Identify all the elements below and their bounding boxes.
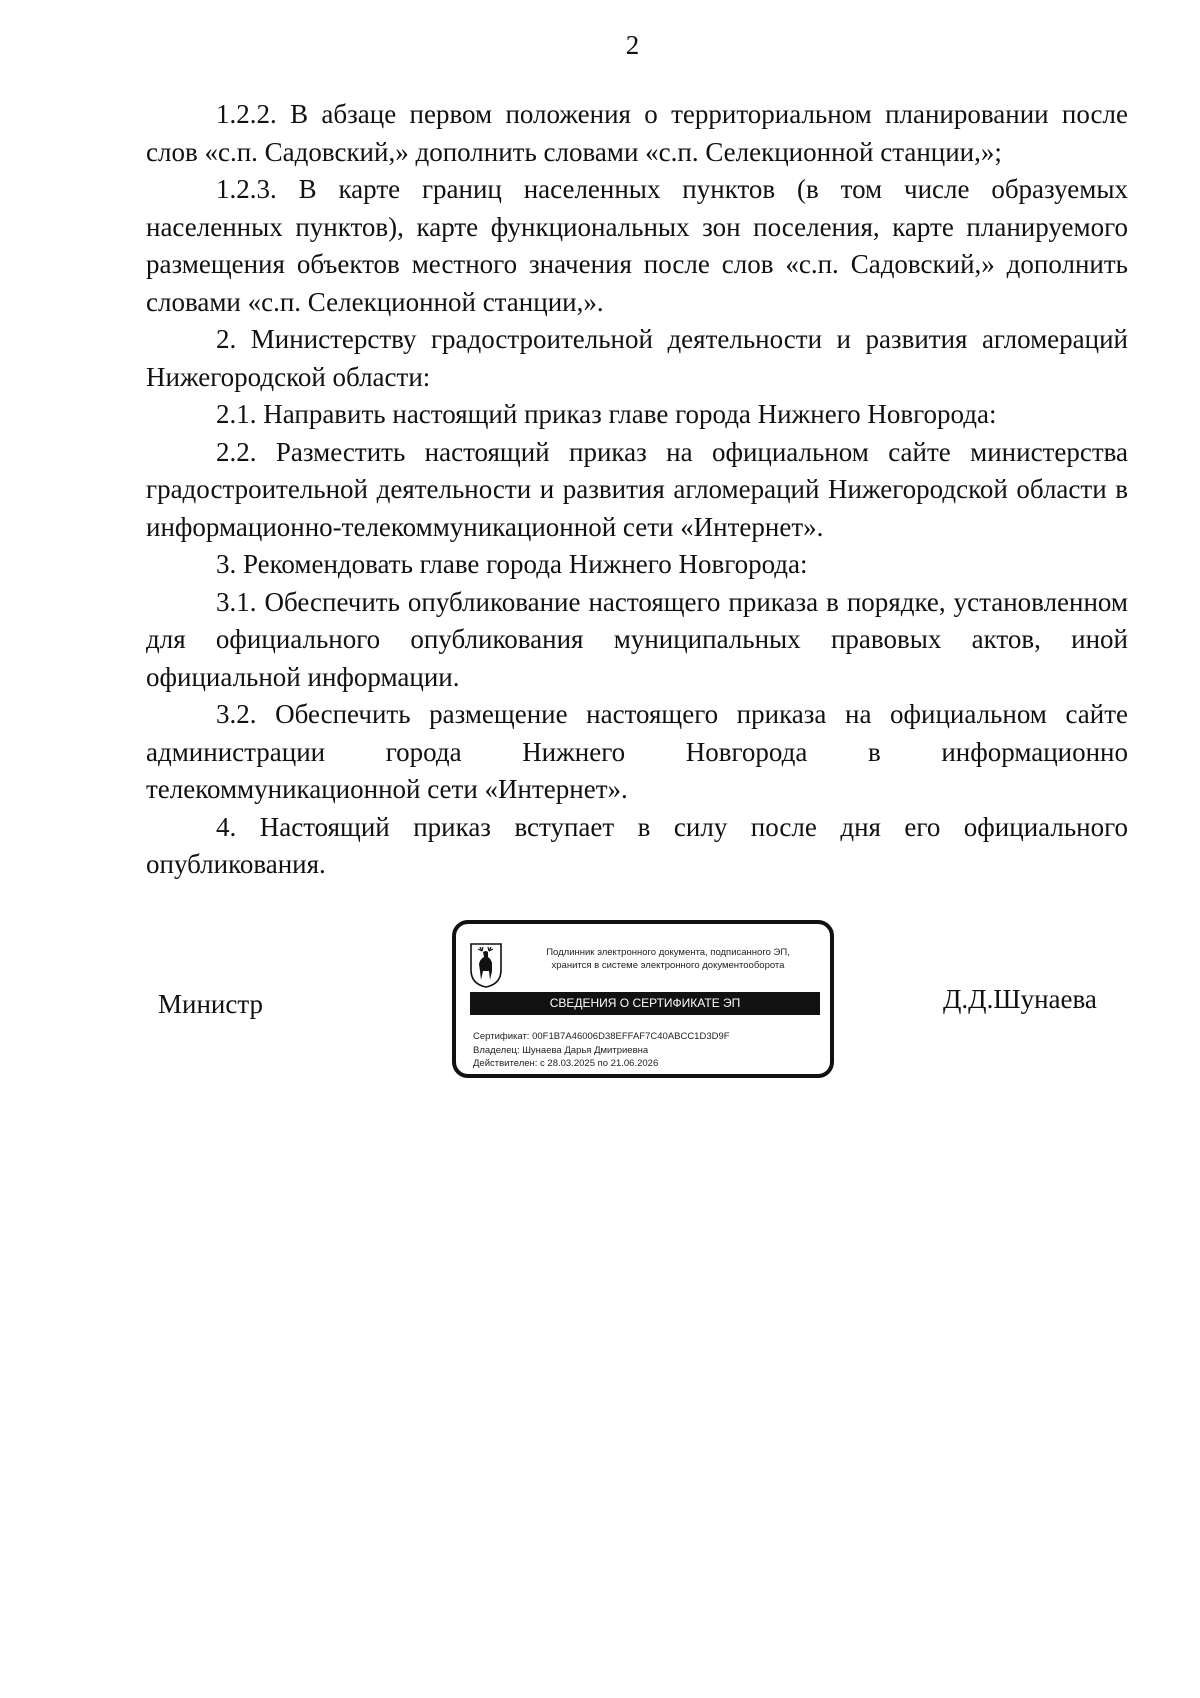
stamp-header [510, 946, 826, 972]
certificate-owner: Владелец: Шунаева Дарья Дмитриевна [473, 1044, 649, 1056]
stamp-header-line-2: хранится в системе электронного документооборота [551, 960, 785, 971]
paragraph-1-2-3: 1.2.3. В карте границ населенных пунктов (в том числе образуемых населенных пунктов), карте функциональных зон поселения, карте планируемого размещения объектов местного значения после слов «с.п. Садовский,» дополнить словами «с.п. Селекционной станции,». [146, 174, 1128, 317]
certificate-validity: Действителен: с 28.03.2025 по 21.06.2026 [473, 1058, 659, 1069]
certificate-number: Сертификат: 00F1B7A46006D38EFFAF7C40ABCC1D3D9F [473, 1031, 730, 1042]
paragraph-3-1: 3.1. Обеспечить опубликование настоящего приказа в порядке, установленном для официального опубликования муниципальных правовых актов, иной официальной информации. [146, 586, 1128, 692]
paragraph-2-2: 2.2. Разместить настоящий приказ на официальном сайте министерства градостроительной деятельности и развития агломераций Нижегородской области в информационно-телекоммуникационной сети «Интернет». [146, 436, 1128, 542]
signer-position: Министр [158, 989, 263, 1019]
certificate-details [473, 1030, 823, 1071]
signer-name: Д.Д.Шунаева [943, 984, 1097, 1014]
certificate-info-bar: СВЕДЕНИЯ О СЕРТИФИКАТЕ ЭП [470, 992, 820, 1015]
document-body [146, 96, 1128, 884]
deer-emblem-icon [469, 942, 503, 988]
page-number: 2 [625, 30, 640, 60]
paragraph-3-2: 3.2. Обеспечить размещение настоящего приказа на официальном сайте администрации города Нижнего Новгорода в информационно телекоммуникационной сети «Интернет». [146, 699, 1128, 804]
paragraph-4: 4. Настоящий приказ вступает в силу после дня его официального опубликования. [146, 811, 1128, 879]
stamp-header-line-1: Подлинник электронного документа, подписанного ЭП, [546, 947, 790, 958]
electronic-signature-stamp [452, 920, 834, 1078]
paragraph-3: 3. Рекомендовать главе города Нижнего Новгорода: [216, 549, 808, 579]
paragraph-2-1: 2.1. Направить настоящий приказ главе города Нижнего Новгорода: [216, 399, 997, 429]
paragraph-1-2-2: 1.2.2. В абзаце первом положения о территориальном планировании после слов «с.п. Садовский,» дополнить словами «с.п. Селекционной станции,»; [146, 99, 1128, 167]
paragraph-2: 2. Министерству градостроительной деятельности и развития агломераций Нижегородской области: [146, 324, 1128, 392]
